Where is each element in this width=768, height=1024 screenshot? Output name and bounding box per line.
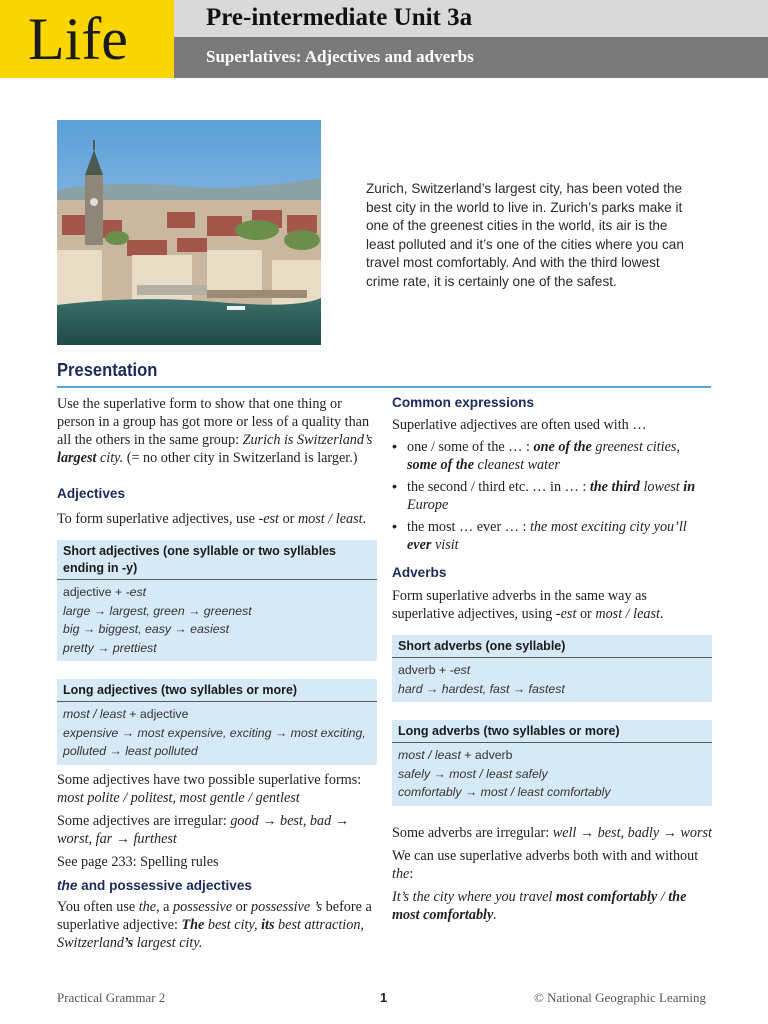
example-line: comfortably → most / least comfortably	[398, 785, 611, 799]
life-logo	[0, 0, 174, 78]
common-expressions-heading: Common expressions	[392, 395, 535, 410]
possessive-text: You often use the, a possessive or possessive ’s before a superlative adjective: The best city, its best attraction, Switzerland’s largest city.	[57, 898, 372, 951]
presentation-heading: Presentation	[57, 360, 158, 380]
list-item: • one / some of the … : one of the greenest cities, some of the cleanest water	[392, 438, 712, 474]
topic-title: Superlatives: Adjectives and adverbs	[206, 47, 474, 66]
short-adverbs-title: Short adverbs (one syllable)	[392, 635, 712, 658]
rule-line: most / least + adjective	[63, 707, 189, 721]
adverbs-heading: Adverbs	[392, 565, 447, 580]
example-line: large → largest, green → greenest	[63, 603, 252, 618]
superlative-intro: Use the superlative form to show that one thing or person in a group has got more or less of a quality than all the others in the same group: Zurich is Switzerland’s largest city. (= no other city in Switzerland is larger.)	[57, 396, 373, 466]
irregular-adverbs-text: Some adverbs are irregular: well → best, badly → worst	[392, 824, 712, 841]
page-number: 1	[380, 990, 388, 1005]
long-adjectives-title: Long adjectives (two syllables or more)	[57, 679, 377, 702]
example-line: polluted → least polluted	[63, 744, 198, 758]
heading-rule	[57, 386, 711, 388]
example-line: safely → most / least safely	[398, 766, 548, 781]
common-intro: Superlative adjectives are often used with …	[392, 417, 647, 433]
with-without-the-text: We can use superlative adverbs both with and without the:	[392, 847, 699, 882]
left-column	[57, 395, 377, 952]
example-line: pretty → prettiest	[63, 640, 157, 655]
spelling-reference: See page 233: Spelling rules	[57, 853, 219, 870]
possessive-heading: the and possessive adjectives	[57, 877, 252, 893]
long-adverbs-title: Long adverbs (two syllables or more)	[392, 720, 712, 743]
adjectives-intro: To form superlative adjectives, use -est or most / least.	[57, 511, 367, 527]
unit-bar	[174, 0, 768, 37]
zurich-photo	[57, 120, 321, 345]
example-line: expensive → most expensive, exciting → most exciting,	[63, 725, 366, 740]
example-line: hard → hardest, fast → fastest	[398, 681, 565, 696]
rule-line: most / least + adverb	[398, 748, 513, 762]
rule-line: adverb + -est	[398, 663, 471, 677]
short-adjectives-title: Short adjectives (one syllable or two syllables ending in -y)	[57, 540, 377, 580]
rule-line: adjective + -est	[63, 585, 147, 599]
short-adjectives-box	[57, 540, 377, 661]
common-expressions-list	[392, 438, 712, 554]
adverb-example: It’s the city where you travel most comfortably / the most comfortably.	[392, 888, 687, 923]
logo-text: Life	[28, 6, 128, 72]
list-item: • the second / third etc. … in … : the third lowest in Europe	[392, 478, 712, 514]
adverbs-intro: Form superlative adverbs in the same way as superlative adjectives, using -est or most / least.	[392, 588, 664, 622]
topic-bar	[174, 37, 768, 78]
footer-book-title: Practical Grammar 2	[57, 990, 166, 1005]
list-item: • the most … ever … : the most exciting city you’ll ever visit	[392, 518, 712, 554]
long-adverbs-box	[392, 720, 712, 806]
example-line: big → biggest, easy → easiest	[63, 622, 230, 636]
intro-text: Zurich, Switzerland’s largest city, has been voted the best city in the world to live in. Zurich’s parks make it one of the greenest cities in the world, its air is the least polluted and it’s one of the cities where you can travel most comfortably. And with the third lowest crime rate, it is certainly one of the safest.	[366, 181, 684, 289]
unit-title: Pre-intermediate Unit 3a	[206, 4, 473, 31]
short-adverbs-box	[392, 635, 712, 702]
two-forms-text: Some adjectives have two possible superlative forms: most polite / politest, most gentle / gentlest	[57, 771, 362, 806]
adjectives-heading: Adjectives	[57, 486, 126, 501]
long-adjectives-box	[57, 679, 377, 765]
right-column	[392, 394, 712, 924]
footer-copyright: © National Geographic Learning	[534, 990, 706, 1005]
irregular-adjectives-text: Some adjectives are irregular: good → best, bad → worst, far → furthest	[57, 812, 349, 847]
